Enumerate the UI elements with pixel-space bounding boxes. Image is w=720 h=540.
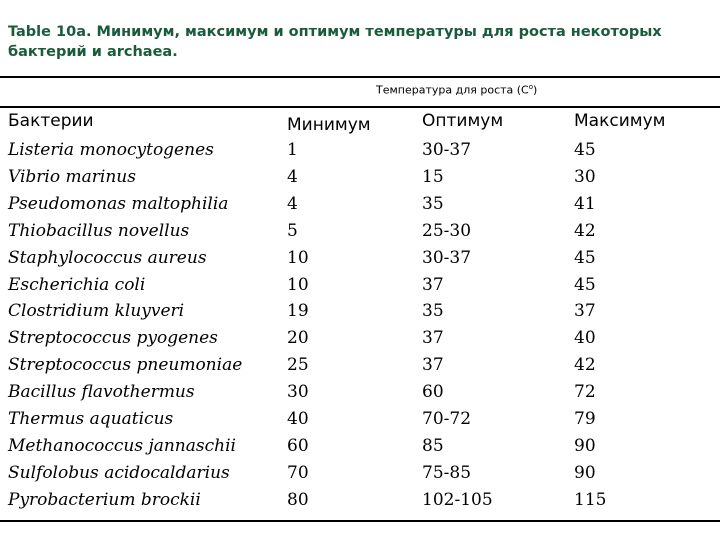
max-temp-cell: 45: [574, 247, 596, 268]
max-temp-cell: 45: [574, 274, 596, 295]
table-title: [8, 22, 708, 62]
max-temp-cell: 90: [574, 435, 596, 456]
min-temp-cell: 70: [287, 462, 309, 483]
organism-name-cell: Clostridium kluyveri: [8, 301, 185, 322]
max-temp-cell: 90: [574, 462, 596, 483]
organism-name-cell: Bacillus flavothermus: [8, 382, 195, 403]
max-temp-cell: 72: [574, 382, 596, 403]
max-temp-cell: 41: [574, 193, 596, 214]
table-row: [0, 139, 720, 166]
table-row: [0, 166, 720, 193]
max-temp-cell: 42: [574, 220, 596, 241]
table-row: [0, 435, 720, 462]
top-rule: [0, 76, 720, 78]
table-row: [0, 327, 720, 354]
min-temp-cell: 20: [287, 328, 309, 349]
table-row: [0, 193, 720, 220]
temperature-header: [376, 83, 537, 97]
organism-name-cell: Escherichia coli: [8, 274, 146, 295]
bottom-rule: [0, 520, 720, 522]
max-temp-cell: 40: [574, 328, 596, 349]
organism-name-cell: Staphylococcus aureus: [8, 247, 207, 268]
opt-temp-cell: 35: [422, 193, 444, 214]
min-temp-cell: 30: [287, 382, 309, 403]
table-row: [0, 220, 720, 247]
max-temp-cell: 115: [574, 489, 607, 510]
max-temp-cell: 30: [574, 166, 596, 187]
table-title-line-1: Table 10a. Минимум, максимум и оптимум температуры для роста некоторых: [8, 24, 662, 40]
column-header-min: Минимум: [287, 115, 371, 135]
opt-temp-cell: 37: [422, 274, 444, 295]
opt-temp-cell: 102-105: [422, 489, 493, 510]
organism-name-cell: Thermus aquaticus: [8, 409, 174, 429]
organism-name-cell: Sulfolobus acidocaldarius: [8, 462, 230, 483]
column-header-opt: Оптимум: [422, 111, 504, 131]
opt-temp-cell: 25-30: [422, 220, 472, 241]
table-row: [0, 381, 720, 408]
min-temp-cell: 25: [287, 355, 309, 376]
min-temp-cell: 60: [287, 435, 309, 456]
opt-temp-cell: 37: [422, 355, 444, 376]
organism-name-cell: Methanococcus jannaschii: [8, 435, 236, 456]
opt-temp-cell: 35: [422, 301, 444, 322]
table-title-line-2: бактерий и archaea.: [8, 44, 178, 60]
opt-temp-cell: 85: [422, 435, 444, 456]
min-temp-cell: 10: [287, 247, 309, 268]
table-row: [0, 247, 720, 274]
min-temp-cell: 4: [287, 166, 298, 187]
opt-temp-cell: 70-72: [422, 409, 472, 429]
organism-name-cell: Vibrio marinus: [8, 166, 136, 187]
min-temp-cell: 10: [287, 274, 309, 295]
max-temp-cell: 79: [574, 409, 596, 429]
table-row: [0, 300, 720, 327]
organism-name-cell: Pseudomonas maltophilia: [8, 193, 229, 214]
min-temp-cell: 80: [287, 489, 309, 510]
max-temp-cell: 45: [574, 140, 596, 160]
column-header-max: Максимум: [574, 111, 666, 131]
opt-temp-cell: 60: [422, 382, 444, 403]
organism-name-cell: Thiobacillus novellus: [8, 220, 190, 241]
column-header-bacteria: Бактерии: [8, 111, 94, 131]
opt-temp-cell: 30-37: [422, 247, 472, 268]
organism-name-cell: Streptococcus pneumoniae: [8, 355, 243, 376]
organism-name-cell: Listeria monocytogenes: [8, 140, 214, 160]
table-row: [0, 489, 720, 516]
opt-temp-cell: 30-37: [422, 140, 472, 160]
max-temp-cell: 37: [574, 301, 596, 322]
organism-name-cell: Streptococcus pyogenes: [8, 328, 218, 349]
min-temp-cell: 19: [287, 301, 309, 322]
opt-temp-cell: 15: [422, 166, 444, 187]
opt-temp-cell: 75-85: [422, 462, 472, 483]
min-temp-cell: 4: [287, 193, 298, 214]
table-row: [0, 408, 720, 435]
table-row: [0, 354, 720, 381]
temperature-header-label: Температура для роста (C: [376, 83, 529, 97]
min-temp-cell: 5: [287, 220, 298, 241]
temperature-header-close: ): [533, 83, 538, 97]
min-temp-cell: 40: [287, 409, 309, 429]
table-row: [0, 462, 720, 489]
min-temp-cell: 1: [287, 140, 298, 160]
degree-superscript: o: [528, 83, 534, 91]
max-temp-cell: 42: [574, 355, 596, 376]
header-rule: [0, 106, 720, 108]
organism-name-cell: Pyrobacterium brockii: [8, 489, 201, 510]
opt-temp-cell: 37: [422, 328, 444, 349]
table-row: [0, 274, 720, 301]
